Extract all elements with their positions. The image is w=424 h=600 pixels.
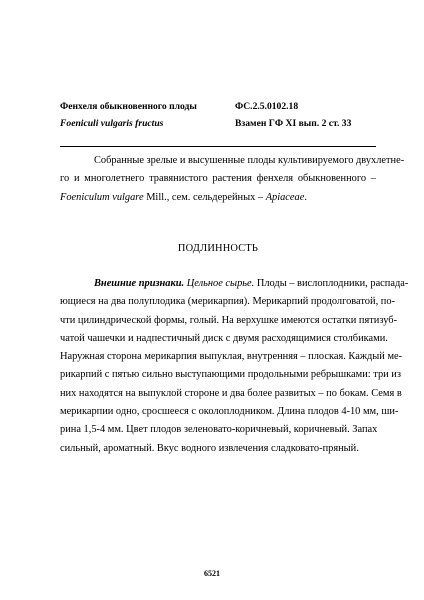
- family-name: Apiaceae: [265, 191, 305, 203]
- body-line-9: рина 1,5-4 мм. Цвет плодов зеленовато-коричневый, коричневый. Запах: [60, 424, 378, 436]
- body-line-4: чатой чашечки и надпестичный диск с двумя расходящимися столбиками.: [60, 332, 388, 344]
- body-line-6: рикарпий с пятью сильно выступающими продольными ребрышками: три из: [60, 369, 401, 381]
- body-line-1: [60, 275, 409, 293]
- body-line-8: мерикарпии одно, сросшееся с околоплодником. Длина плодов 4-10 мм, ши-: [60, 406, 399, 418]
- header-row-2: [60, 115, 376, 132]
- section-title: ПОДЛИННОСТЬ: [177, 243, 259, 254]
- intro-line-3: [60, 189, 376, 207]
- body-line-1-rest: Плоды – вислоплодники, распада-: [254, 278, 409, 289]
- intro-end: .: [304, 191, 307, 203]
- intro-paragraph: [60, 152, 405, 207]
- body-line-7: них находятся на выпуклой стороне и два более развитых – по бокам. Семя в: [60, 387, 402, 399]
- intro-line-1: Собранные зрелые и высушенные плоды культивируемого двухлетне-: [94, 155, 405, 166]
- body-line-5: Наружная сторона мерикарпия выпуклая, внутренняя – плоская. Каждый ме-: [60, 351, 403, 363]
- description-paragraph: [60, 275, 409, 458]
- monograph-header: [60, 98, 376, 132]
- header-row-1: [60, 98, 376, 115]
- species-name: Foeniculum vulgare: [60, 191, 144, 203]
- label-external-features: Внешние признаки.: [94, 278, 185, 289]
- body-line-10: сильный, ароматный. Вкус водного извлечения сладковато-пряный.: [60, 442, 359, 454]
- body-line-2: ющиеся на два полуплодика (мерикарпия). Мерикарпий продолговатой, по-: [60, 296, 395, 308]
- header-divider: [60, 146, 376, 147]
- body-line-3: чти цилиндрической формы, голый. На верхушке имеются остатки пятизуб-: [60, 314, 398, 326]
- species-author: Mill., сем. сельдерейных –: [143, 191, 266, 203]
- doc-code: ФС.2.5.0102.18: [235, 101, 299, 112]
- intro-line-2: го и многолетнего травянистого растения фенхеля обыкновенного –: [60, 173, 376, 185]
- page-number: 6521: [204, 569, 220, 578]
- plant-name-lat: Foeniculi vulgaris fructus: [60, 118, 164, 129]
- label-whole-material: Цельное сырье.: [186, 278, 255, 289]
- replaces-note: Взамен ГФ XI вып. 2 ст. 33: [235, 118, 352, 129]
- plant-name-ru: Фенхеля обыкновенного плоды: [60, 101, 197, 112]
